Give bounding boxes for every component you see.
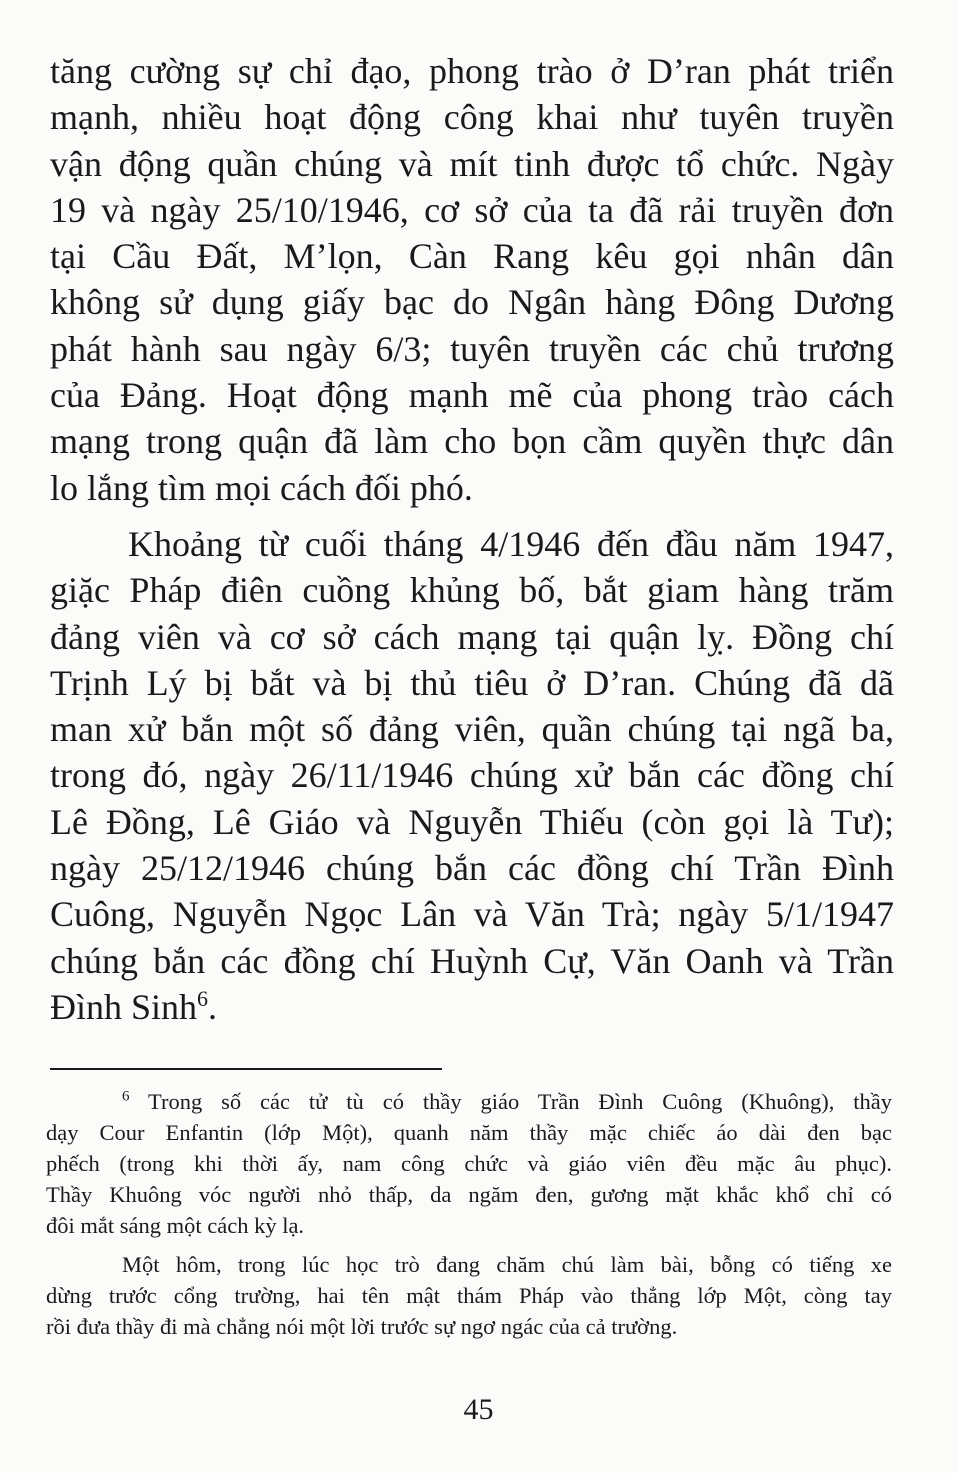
text-line: vận động quần chúng và mít tinh được tổ chức. Ngày [50,143,894,184]
text-line [50,984,894,1030]
paragraph-2 [50,521,894,1030]
footnote-line: dạy Cour Enfantin (lớp Một), quanh năm thầy mặc chiếc áo dài đen bạc [46,1120,892,1145]
footnote-marker: 6 [122,1088,130,1105]
text-line: phát hành sau ngày 6/3; tuyên truyền các chủ trương [50,328,894,369]
text-line: giặc Pháp điên cuồng khủng bố, bắt giam hàng trăm [50,570,894,611]
footnote-line: Thầy Khuông vóc người nhỏ thấp, da ngăm đen, gương mặt khắc khổ chỉ có [46,1182,892,1207]
text-line: ngày 25/12/1946 chúng bắn các đồng chí Trần Đình [50,848,894,889]
text-line: không sử dụng giấy bạc do Ngân hàng Đông Dương [50,282,894,323]
footnote-line: phếch (trong khi thời ấy, nam công chức và giáo viên đều mặc âu phục). [46,1151,892,1176]
footnote-paragraph-2 [46,1249,892,1342]
footnote-paragraph-1 [46,1086,892,1241]
text-line: của Đảng. Hoạt động mạnh mẽ của phong trào cách [50,375,894,416]
text-line: Khoảng từ cuối tháng 4/1946 đến đầu năm 1947, [128,523,894,564]
text-line: Cuông, Nguyễn Ngọc Lân và Văn Trà; ngày 5/1/1947 [50,894,894,935]
text-line: đảng viên và cơ sở cách mạng tại quận lỵ. Đồng chí [50,616,894,657]
last-line-text: Đình Sinh [50,986,198,1027]
footnote-separator [50,1068,442,1070]
text-line: 19 và ngày 25/10/1946, cơ sở của ta đã rải truyền đơn [50,189,894,230]
main-text [50,48,894,1030]
footnote-reference[interactable]: 6 [197,985,209,1011]
text-line: Trịnh Lý bị bắt và bị thủ tiêu ở D’ran. Chúng đã dã [50,662,894,703]
text-line: chúng bắn các đồng chí Huỳnh Cự, Văn Oanh và Trần [50,940,894,981]
footnote-line: rồi đưa thầy đi mà chẳng nói một lời trước sự ngơ ngác của cả trường. [46,1314,678,1339]
text-line: Lê Đồng, Lê Giáo và Nguyễn Thiếu (còn gọi là Tư); [50,801,894,842]
text-line: lo lắng tìm mọi cách đối phó. [50,467,473,508]
footnote-line: Một hôm, trong lúc học trò đang chăm chú làm bài, bỗng có tiếng xe [122,1252,892,1277]
page-number: 45 [463,1393,494,1426]
text-line: tại Cầu Đất, M’lọn, Càn Rang kêu gọi nhân dân [50,236,894,277]
footnote-line: đôi mắt sáng một cách kỳ lạ. [46,1213,305,1238]
text-line: mạng trong quận đã làm cho bọn cầm quyền thực dân [50,421,894,462]
footnote-block [46,1086,892,1342]
text-line: tăng cường sự chỉ đạo, phong trào ở D’ran phát triển [50,51,894,91]
paragraph-1 [50,48,894,511]
text-line: mạnh, nhiều hoạt động công khai như tuyên truyền [50,97,894,138]
footnote-text: Trong số các tử tù có thầy giáo Trần Đình Cuông (Khuông), thầy [148,1089,892,1114]
text-line: man xử bắn một số đảng viên, quần chúng tại ngã ba, [50,709,894,750]
sentence-end: . [208,986,218,1027]
text-line: trong đó, ngày 26/11/1946 chúng xử bắn các đồng chí [50,755,894,796]
footnote-line [46,1086,892,1117]
footnote-line: dừng trước cổng trường, hai tên mật thám Pháp vào thẳng lớp Một, còng tay [46,1283,892,1308]
